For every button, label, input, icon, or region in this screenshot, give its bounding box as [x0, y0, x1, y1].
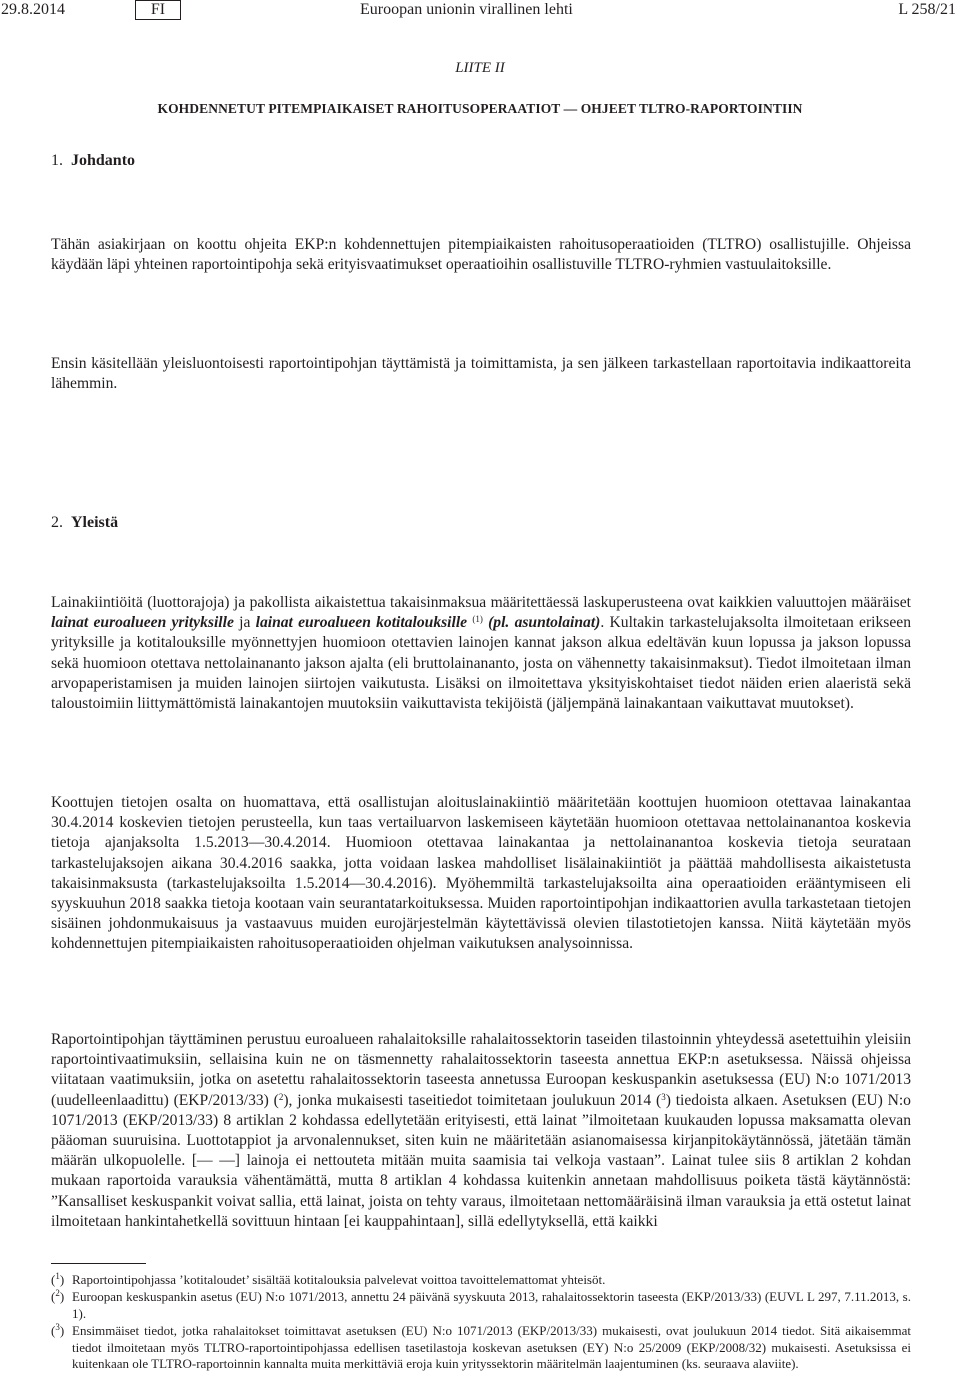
footnote-2: ($^2$) Euroopan keskuspankin asetus (EU) N:o 1071/2013, annettu 24 päivänä syyskuuta 2013, rahalaitossektorin taseesta (EKP/2013/33) (EUVL L 297, 7.11.2013, s. 1). [51, 1288, 911, 1321]
footnote-ref-1[interactable]: (1) [472, 614, 483, 625]
section-number: 2. [51, 514, 63, 531]
paragraph-intro-1: Tähän asiakirjaan on koottu ohjeita EKP:n kohdennettujen pitempiaikaisten rahoitusoperaatioiden (TLTRO) osallistujille. Ohjeissa käydään läpi yhteinen raportointipohja sekä erityisvaatimukset operaatioihin osallistuville TLTRO-ryhmien vastuulaitoksille. [51, 236, 911, 274]
paragraph-general-2: Koottujen tietojen osalta on huomattava, että osallistujan aloituslainakiintiö määritetään koottujen huomioon otettavaa lainakantaa 30.4.2014 koskevien tietojen perusteella, kun taas vertailuarvon laskemiseen käytetään huomioon otettavaa nettolainanantoa koskevia tietoja ajanjaksolta 1.5.2013—30.4.2014. Huomioon otettavaa lainakantaa ja nettolainanantoa koskevia tietoja seurataan tarkastelujaksojen aikana 30.4.2016 saakka, jotta voidaan laskea mahdolliset lisälainakiintiöt ja päättää mahdollisesta aikaistetusta takaisinmaksusta (tarkastelujaksoilta 1.5.2014—30.4.2016). Myöhemmiltä tarkastelujaksoilta aina operaatioiden erääntymiseen eli syyskuuhun 2018 saakka tietoja kootaan vain seurantatarkoituksessa. Muiden raportointipohjan indikaattorien avulla tarkastetaan tietojen sisäinen johdonmukaisuus ja vastaavuus muiden eurojärjestelmän käytettävissä olevien tilastotietojen kanssa. Niitä käytetään myös kohdennettujen pitempiaikaisten rahoitusoperaatioiden ohjelman vaikutuksen analysoinnissa. [51, 794, 911, 953]
emphasis-corporate-loans: lainat euroalueen yrityksille [51, 614, 234, 632]
page-reference: L 258/21 [898, 1, 956, 18]
section-number: 1. [51, 152, 63, 169]
section-title: Johdanto [71, 152, 136, 169]
footnote-3: ($^3$) Ensimmäiset tiedot, jotka rahalaitokset toimittavat asetuksen (EU) N:o 1071/2013 (EKP/2013/33) mukaisesti, ovat joulukuun 2014 tiedot. Sitä aikaisemmat tiedot ilmoitetaan myös TLTRO-raportointipohjassa edellisen tasetilastoja koskevan asetuksen (EY) N:o 25/2009 (EKP/2008/32) mukaisesti. Asetuksissa ei kuitenkaan ole TLTRO-raportoinnin kannalta muita merkittäviä eroja kuin yrityssektorin määritelmän laajentuminen (ks. seuraava alaviite). [51, 1322, 911, 1371]
emphasis-household-loans: lainat euroalueen kotitalouksille [255, 614, 468, 632]
footnote-ref-3[interactable]: 3 [661, 1091, 666, 1102]
page-header [0, 0, 960, 22]
paragraph-general-1: Lainakiintiöitä (luottorajoja) ja pakollista aikaistettua takaisinmaksua määritettäessä laskuperusteena ovat kaikkien valuuttojen määräiset lainat euroalueen yrityksille ja lainat euroalueen kotitalouksille $^{(1)}$ (pl. asuntolainat). Kultakin tarkastelujaksolta ilmoitetaan erikseen yrityksille ja kotitalouksille myönnettyjen huomioon otettavien lainojen kannat jakson alkua edeltävän kuun lopussa ja jakson lopussa sekä huomioon otettava nettolainananto jakson ajalta (eli bruttolainananto, josta on vähennetty takaisinmaksut). Tiedot ilmoitetaan ilman arvopaperistamisen ja muiden lainojen siirtojen vaikutusta. Lisäksi on ilmoitettava yksityiskohtaiset tiedot näiden erien alaeristä sekä taloustoimiin liittymättömistä lainakantojen muutoksiin vaikuttavista tekijöistä (jäljempänä lainakantaan vaikuttavat muutokset). [51, 594, 912, 713]
journal-title: Euroopan unionin virallinen lehti [360, 1, 573, 18]
footnote-ref-2[interactable]: 2 [278, 1091, 284, 1102]
section-title: Yleistä [71, 514, 119, 531]
footnote-text: Euroopan keskuspankin asetus (EU) N:o 1071/2013, annettu 24 päivänä syyskuuta 2013, rahalaitossektorin taseesta (EKP/2013/33) (EUVL L 297, 7.11.2013, s. 1). [72, 1289, 911, 1321]
annex-label: LIITE II [455, 60, 505, 76]
footnote-text: Ensimmäiset tiedot, jotka rahalaitokset toimittavat asetuksen (EU) N:o 1071/2013 (EKP/2013/33) mukaisesti, ovat joulukuun 2014 tiedot. Sitä aikaisemmat tiedot ilmoitetaan myös TLTRO-raportointipohjassa edellisen tasetilastoja koskevan asetuksen (EY) N:o 25/2009 (EKP/2008/32) mukaisesti. Asetuksissa ei kuitenkaan ole TLTRO-raportoinnin kannalta muita merkittäviä eroja kuin yrityssektorin määritelmän laajentuminen (ks. seuraava alaviite). [72, 1323, 911, 1371]
language-code-box: FI [135, 0, 181, 20]
section-heading-introduction [51, 152, 135, 170]
footnote-separator [51, 1263, 146, 1264]
paragraph-general-3: Raportointipohjan täyttäminen perustuu euroalueen rahalaitoksille rahalaitossektorin taseiden tilastoinnin yhteydessä asetettuihin yleisiin raportointivaatimuksiin, sellaisina kuin ne on täsmennetty rahalaitossektorin taseesta annettua EKP:n asetuksessa. Näissä ohjeissa viitataan vaatimuksiin, jotka on asetettu rahalaitossektorin taseesta annetussa Euroopan keskuspankin asetuksessa (EU) N:o 1071/2013 (uudelleenlaadittu) (EKP/2013/33) ($^2$), jonka mukaisesti taseitiedot toimitetaan joulukuun 2014 ($^3$) tiedoista alkaen. Asetuksen (EU) N:o 1071/2013 (EKP/2013/33) 8 artiklan 2 kohdassa edellytetään erityisesti, että lainat ”ilmoitetaan kuukauden lopussa maksamatta olevan pääoman suuruisina. Luottotappiot ja arvonalennukset, siten kuin ne määritetään asianomaisessa kirjanpitokäytännössä, jätetään tämän määrän ulkopuolelle. [— —] lainoja ei nettouteta mitään muita saamisia tai velkoja vastaan”. Lainat tulee siis 8 artiklan 2 kohdan mukaan raportoida varauksia vähentämättä, mutta 8 artiklan 4 kohdassa kuitenkin annetaan mahdollisuus poiketa tästä käytännöstä: ”Kansalliset keskuspankit voivat sallia, että lainat, joista on tehty varaus, ilmoitetaan nettomääräisinä ilman varauksia ja että ostetut lainat ilmoitetaan hankintahetkellä sovittuun hintaan [ei kauppahintaan], sillä edellytyksellä, että kaikki [51, 1031, 911, 1230]
emphasis-excl-housing: (pl. asuntolainat) [488, 614, 601, 632]
document-title: KOHDENNETUT PITEMPIAIKAISET RAHOITUSOPERAATIOT — OHJEET TLTRO-RAPORTOINTIIN [157, 101, 803, 116]
footnote-1: ($^1$) Raportointipohjassa ’kotitaloudet’ sisältää kotitalouksia palvelevat voittoa tavoittelemattomat yhteisöt. [51, 1272, 911, 1289]
publication-date: 29.8.2014 [1, 1, 65, 18]
paragraph-intro-2: Ensin käsitellään yleisluontoisesti raportointipohjan täyttämistä ja toimittamista, ja sen jälkeen tarkastellaan raportoitavia indikaattoreita lähemmin. [51, 355, 911, 393]
section-heading-general [51, 514, 118, 532]
footnote-text: Raportointipohjassa ’kotitaloudet’ sisältää kotitalouksia palvelevat voittoa tavoittelemattomat yhteisöt. [72, 1272, 606, 1287]
